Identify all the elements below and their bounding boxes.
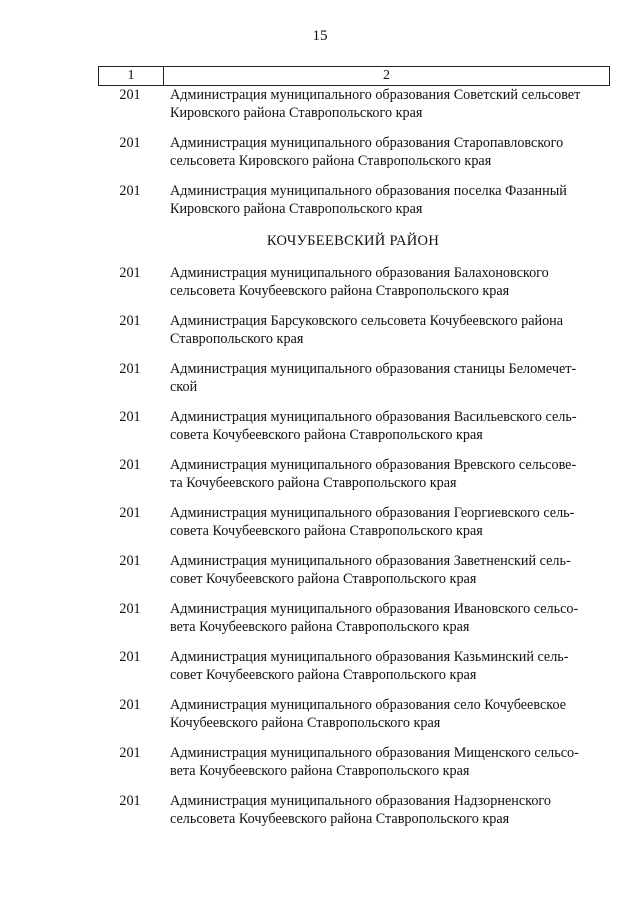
table-body <box>98 86 608 828</box>
row-text: Администрация муниципального образования Васильевского сель- совета Кочубеевского района Ставропольского края <box>170 409 577 443</box>
row-text: Администрация муниципального образования Старопавловского сельсовета Кировского района Ставропольского края <box>170 135 564 169</box>
row-code: 201 <box>119 745 141 761</box>
row-code: 201 <box>119 505 141 521</box>
table-row <box>98 600 608 636</box>
row-text: Администрация муниципального образования Казьминский сель- совет Кочубеевского района Ставропольского края <box>170 649 569 683</box>
section-title: КОЧУБЕЕВСКИЙ РАЙОН <box>266 233 440 249</box>
row-code: 201 <box>119 409 141 425</box>
table-row <box>98 264 608 300</box>
row-code: 201 <box>119 265 141 281</box>
page-number: 15 <box>312 28 328 44</box>
row-text: Администрация муниципального образования Ивановского сельсо- вета Кочубеевского района Ставропольского края <box>170 601 579 635</box>
table-header <box>98 66 610 86</box>
table-row <box>98 360 608 396</box>
row-text: Администрация муниципального образования Вревского сельсове- та Кочубеевского района Ставропольского края <box>170 457 577 491</box>
table-row <box>98 648 608 684</box>
row-text: Администрация муниципального образования Заветненский сель- совет Кочубеевского района Ставропольского края <box>170 553 571 587</box>
table-row <box>98 552 608 588</box>
row-text: Администрация муниципального образования Мищенского сельсо- вета Кочубеевского района Ставропольского края <box>170 745 579 779</box>
header-col-2: 2 <box>383 68 390 83</box>
row-text: Администрация муниципального образования село Кочубеевское Кочубеевского района Ставропольского края <box>170 697 567 731</box>
table-row <box>98 86 608 122</box>
table-row <box>98 504 608 540</box>
table-row <box>98 456 608 492</box>
row-code: 201 <box>119 553 141 569</box>
table-row <box>98 312 608 348</box>
row-text: Администрация муниципального образования станицы Беломечет- ской <box>170 361 577 395</box>
table-row <box>98 744 608 780</box>
row-text: Администрация муниципального образования Советский сельсовет Кировского района Ставропольского края <box>170 87 581 121</box>
row-code: 201 <box>119 87 141 103</box>
row-code: 201 <box>119 457 141 473</box>
row-text: Администрация Барсуковского сельсовета Кочубеевского района Ставропольского края <box>170 313 564 347</box>
row-text: Администрация муниципального образования Георгиевского сель- совета Кочубеевского района Ставропольского края <box>170 505 575 539</box>
row-code: 201 <box>119 601 141 617</box>
row-code: 201 <box>119 697 141 713</box>
table-row <box>98 408 608 444</box>
table-row <box>98 134 608 170</box>
row-code: 201 <box>119 135 141 151</box>
row-code: 201 <box>119 313 141 329</box>
table-row <box>98 696 608 732</box>
row-code: 201 <box>119 361 141 377</box>
row-text: Администрация муниципального образования Надзорненского сельсовета Кочубеевского района Ставропольского края <box>170 793 551 827</box>
row-code: 201 <box>119 183 141 199</box>
row-code: 201 <box>119 649 141 665</box>
row-text: Администрация муниципального образования поселка Фазанный Кировского района Ставропольского края <box>170 183 567 217</box>
row-text: Администрация муниципального образования Балахоновского сельсовета Кочубеевского района Ставропольского края <box>170 265 549 299</box>
table-row <box>98 792 608 828</box>
table-row <box>98 182 608 218</box>
header-col-1: 1 <box>99 67 164 85</box>
row-code: 201 <box>119 793 141 809</box>
